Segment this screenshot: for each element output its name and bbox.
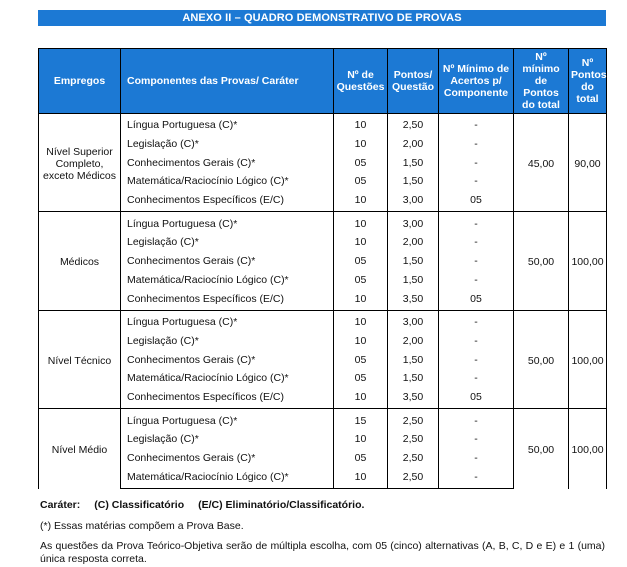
questoes-cell: 05: [334, 350, 388, 369]
pontos-cell: 2,00: [388, 135, 439, 154]
acertos-cell: -: [439, 212, 514, 233]
pontos-total-cell: 100,00: [569, 310, 607, 408]
pontos-total-cell: 90,00: [569, 114, 607, 212]
acertos-cell: -: [439, 252, 514, 271]
pontos-cell: 3,00: [388, 212, 439, 233]
componente-cell: Conhecimentos Específicos (E/C): [121, 388, 334, 409]
pontos-cell: 1,50: [388, 271, 439, 290]
emprego-cell: Nível Técnico: [39, 310, 121, 408]
acertos-cell: -: [439, 271, 514, 290]
questoes-cell: 10: [334, 289, 388, 310]
carater-legend: [40, 499, 605, 512]
questoes-cell: 10: [334, 467, 388, 488]
acertos-cell: -: [439, 449, 514, 468]
acertos-cell: -: [439, 350, 514, 369]
page-title: ANEXO II – QUADRO DEMONSTRATIVO DE PROVAS: [38, 10, 606, 26]
componente-cell: Língua Portuguesa (C)*: [121, 310, 334, 331]
questoes-cell: 10: [334, 212, 388, 233]
questoes-cell: 05: [334, 271, 388, 290]
questoes-cell: 10: [334, 191, 388, 212]
pontos-cell: 2,50: [388, 430, 439, 449]
pontos-cell: 1,50: [388, 172, 439, 191]
acertos-cell: -: [439, 135, 514, 154]
pontos-cell: 1,50: [388, 369, 439, 388]
minimo-pontos-cell: 50,00: [514, 409, 569, 489]
minimo-pontos-cell: 45,00: [514, 114, 569, 212]
componente-cell: Conhecimentos Gerais (C)*: [121, 350, 334, 369]
questoes-cell: 10: [334, 114, 388, 135]
nota-questoes: As questões da Prova Teórico-Objetiva serão de múltipla escolha, com 05 (cinco) alternativas (A, B, C, D e E) e 1 (uma) única resposta correta.: [40, 540, 605, 565]
componente-cell: Conhecimentos Gerais (C)*: [121, 153, 334, 172]
acertos-cell: -: [439, 153, 514, 172]
acertos-cell: -: [439, 369, 514, 388]
pontos-cell: 3,50: [388, 388, 439, 409]
pontos-cell: 2,00: [388, 332, 439, 351]
componente-cell: Conhecimentos Gerais (C)*: [121, 252, 334, 271]
componente-cell: Matemática/Raciocínio Lógico (C)*: [121, 369, 334, 388]
acertos-cell: 05: [439, 289, 514, 310]
table-row: [39, 310, 607, 331]
pontos-cell: 3,00: [388, 310, 439, 331]
header-pontos-questao: Pontos/ Questão: [388, 49, 439, 114]
pontos-cell: 2,50: [388, 409, 439, 430]
componente-cell: Legislação (C)*: [121, 135, 334, 154]
questoes-cell: 05: [334, 369, 388, 388]
acertos-cell: -: [439, 409, 514, 430]
componente-cell: Matemática/Raciocínio Lógico (C)*: [121, 271, 334, 290]
pontos-cell: 3,50: [388, 289, 439, 310]
header-empregos: Empregos: [39, 49, 121, 114]
questoes-cell: 05: [334, 252, 388, 271]
acertos-cell: -: [439, 332, 514, 351]
questoes-cell: 15: [334, 409, 388, 430]
table-row: [39, 212, 607, 233]
table-row: [39, 114, 607, 135]
componente-cell: Legislação (C)*: [121, 233, 334, 252]
acertos-cell: 05: [439, 191, 514, 212]
carater-label: Caráter:: [40, 499, 81, 511]
minimo-pontos-cell: 50,00: [514, 212, 569, 310]
table-row: [39, 409, 607, 430]
pontos-cell: 1,50: [388, 350, 439, 369]
acertos-cell: -: [439, 310, 514, 331]
pontos-cell: 1,50: [388, 252, 439, 271]
emprego-cell: Nível Superior Completo, exceto Médicos: [39, 114, 121, 212]
questoes-cell: 05: [334, 449, 388, 468]
questoes-cell: 10: [334, 233, 388, 252]
componente-cell: Legislação (C)*: [121, 430, 334, 449]
componente-cell: Conhecimentos Gerais (C)*: [121, 449, 334, 468]
questoes-cell: 10: [334, 388, 388, 409]
header-questoes: Nº de Questões: [334, 49, 388, 114]
header-pontos-total: Nº Pontos do total: [569, 49, 607, 114]
header-componentes: Componentes das Provas/ Caráter: [121, 49, 334, 114]
pontos-total-cell: 100,00: [569, 409, 607, 489]
minimo-pontos-cell: 50,00: [514, 310, 569, 408]
acertos-cell: -: [439, 233, 514, 252]
emprego-cell: Médicos: [39, 212, 121, 310]
questoes-cell: 10: [334, 430, 388, 449]
componente-cell: Língua Portuguesa (C)*: [121, 114, 334, 135]
pontos-cell: 3,00: [388, 191, 439, 212]
acertos-cell: -: [439, 172, 514, 191]
questoes-cell: 10: [334, 135, 388, 154]
carater-eliminatorio: (E/C) Eliminatório/Classificatório.: [198, 499, 365, 511]
questoes-cell: 10: [334, 332, 388, 351]
questoes-cell: 05: [334, 172, 388, 191]
acertos-cell: 05: [439, 388, 514, 409]
acertos-cell: -: [439, 430, 514, 449]
pontos-cell: 1,50: [388, 153, 439, 172]
pontos-cell: 2,00: [388, 233, 439, 252]
nota-prova-base: (*) Essas matérias compõem a Prova Base.: [40, 520, 244, 532]
header-minimo-pontos: Nº mínimo de Pontos do total: [514, 49, 569, 114]
componente-cell: Língua Portuguesa (C)*: [121, 212, 334, 233]
componente-cell: Conhecimentos Específicos (E/C): [121, 191, 334, 212]
acertos-cell: -: [439, 114, 514, 135]
provas-table: [38, 48, 607, 489]
componente-cell: Matemática/Raciocínio Lógico (C)*: [121, 467, 334, 488]
pontos-cell: 2,50: [388, 449, 439, 468]
pontos-total-cell: 100,00: [569, 212, 607, 310]
emprego-cell: Nível Médio: [39, 409, 121, 489]
componente-cell: Legislação (C)*: [121, 332, 334, 351]
componente-cell: Conhecimentos Específicos (E/C): [121, 289, 334, 310]
componente-cell: Matemática/Raciocínio Lógico (C)*: [121, 172, 334, 191]
pontos-cell: 2,50: [388, 467, 439, 488]
componente-cell: Língua Portuguesa (C)*: [121, 409, 334, 430]
questoes-cell: 05: [334, 153, 388, 172]
questoes-cell: 10: [334, 310, 388, 331]
carater-classificatorio: (C) Classificatório: [94, 499, 185, 511]
table-header-row: [39, 49, 607, 114]
acertos-cell: -: [439, 467, 514, 488]
header-minimo-acertos: Nº Mínimo de Acertos p/ Componente: [439, 49, 514, 114]
pontos-cell: 2,50: [388, 114, 439, 135]
